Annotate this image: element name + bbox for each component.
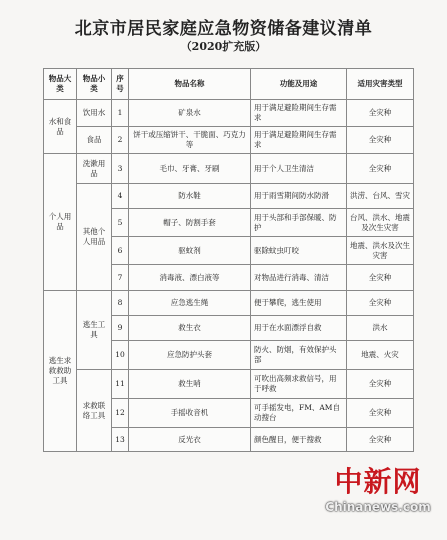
item-function: 可吹出高频求救信号，用于呼救 [251,370,347,399]
chinanews-watermark [318,466,438,514]
watermark-site-text: Chinanews.com [325,500,431,514]
header-number: 序号 [112,69,129,100]
item-disaster-type: 全灾种 [347,127,414,154]
item-disaster-type: 全灾种 [347,399,414,428]
group-cell: 逃生求救救助工具 [44,291,77,452]
item-function: 颜色醒目，便于搜救 [251,428,347,452]
item-function: 可手摇发电，FM、AM自动搜台 [251,399,347,428]
item-function: 用于个人卫生清洁 [251,154,347,184]
item-function: 用于满足避险期间生存需求 [251,127,347,154]
header-disaster-type: 适用灾害类型 [347,69,414,100]
subgroup-cell: 饮用水 [77,100,112,127]
item-function: 用于头部和手部保暖、防护 [251,209,347,237]
item-disaster-type: 全灾种 [347,100,414,127]
document-title: 北京市居民家庭应急物资储备建议清单 [74,19,373,39]
item-function: 驱除蚊虫叮咬 [251,237,347,265]
item-disaster-type: 洪涝、台风、雪灾 [347,184,414,209]
row-number: 7 [112,265,129,291]
item-name: 手摇收音机 [129,399,251,428]
table-row [44,184,414,209]
item-name: 救生衣 [129,316,251,341]
subgroup-cell: 逃生工具 [77,291,112,370]
item-name: 防水鞋 [129,184,251,209]
header-subcategory: 物品小类 [77,69,112,100]
item-disaster-type: 地震、火灾 [347,341,414,370]
row-number: 2 [112,127,129,154]
table-row [44,291,414,316]
subgroup-cell: 洗漱用品 [77,154,112,184]
table-row [44,154,414,184]
row-number: 6 [112,237,129,265]
row-number: 4 [112,184,129,209]
document-subtitle: （2020扩充版） [180,40,267,53]
header-function: 功能及用途 [251,69,347,100]
item-name: 毛巾、牙膏、牙刷 [129,154,251,184]
row-number: 11 [112,370,129,399]
row-number: 1 [112,100,129,127]
table-row [44,127,414,154]
item-disaster-type: 全灾种 [347,265,414,291]
item-name: 救生哨 [129,370,251,399]
item-disaster-type: 全灾种 [347,428,414,452]
subgroup-cell: 其他个人用品 [77,184,112,291]
item-function: 对物品进行消毒、清洁 [251,265,347,291]
item-name: 驱蚊剂 [129,237,251,265]
item-disaster-type: 洪水 [347,316,414,341]
row-number: 12 [112,399,129,428]
item-name: 反光衣 [129,428,251,452]
row-number: 13 [112,428,129,452]
item-name: 应急防护头套 [129,341,251,370]
header-item-name: 物品名称 [129,69,251,100]
item-disaster-type: 全灾种 [347,154,414,184]
item-name: 矿泉水 [129,100,251,127]
item-function: 用于雨雪期间防水防滑 [251,184,347,209]
supplies-table [43,68,414,452]
item-function: 用于满足避险期间生存需求 [251,100,347,127]
row-number: 5 [112,209,129,237]
item-name: 消毒液、漂白液等 [129,265,251,291]
item-disaster-type: 全灾种 [347,291,414,316]
row-number: 8 [112,291,129,316]
row-number: 10 [112,341,129,370]
item-name: 应急逃生绳 [129,291,251,316]
table-row [44,370,414,399]
watermark-logo-text: 中新网 [334,465,422,498]
item-name: 帽子、防割手套 [129,209,251,237]
group-cell: 个人用品 [44,154,77,291]
group-cell: 水和食品 [44,100,77,154]
row-number: 3 [112,154,129,184]
row-number: 9 [112,316,129,341]
item-name: 饼干或压缩饼干、干脆面、巧克力等 [129,127,251,154]
table-row [44,100,414,127]
item-function: 便于攀爬，逃生使用 [251,291,347,316]
subgroup-cell: 食品 [77,127,112,154]
header-category: 物品大类 [44,69,77,100]
item-disaster-type: 台风、洪水、地震及次生灾害 [347,209,414,237]
item-disaster-type: 全灾种 [347,370,414,399]
item-function: 防火、防烟，有效保护头部 [251,341,347,370]
subgroup-cell: 求救联络工具 [77,370,112,452]
item-function: 用于在水面漂浮自救 [251,316,347,341]
table-header-row [44,69,414,100]
item-disaster-type: 地震、洪水及次生灾害 [347,237,414,265]
